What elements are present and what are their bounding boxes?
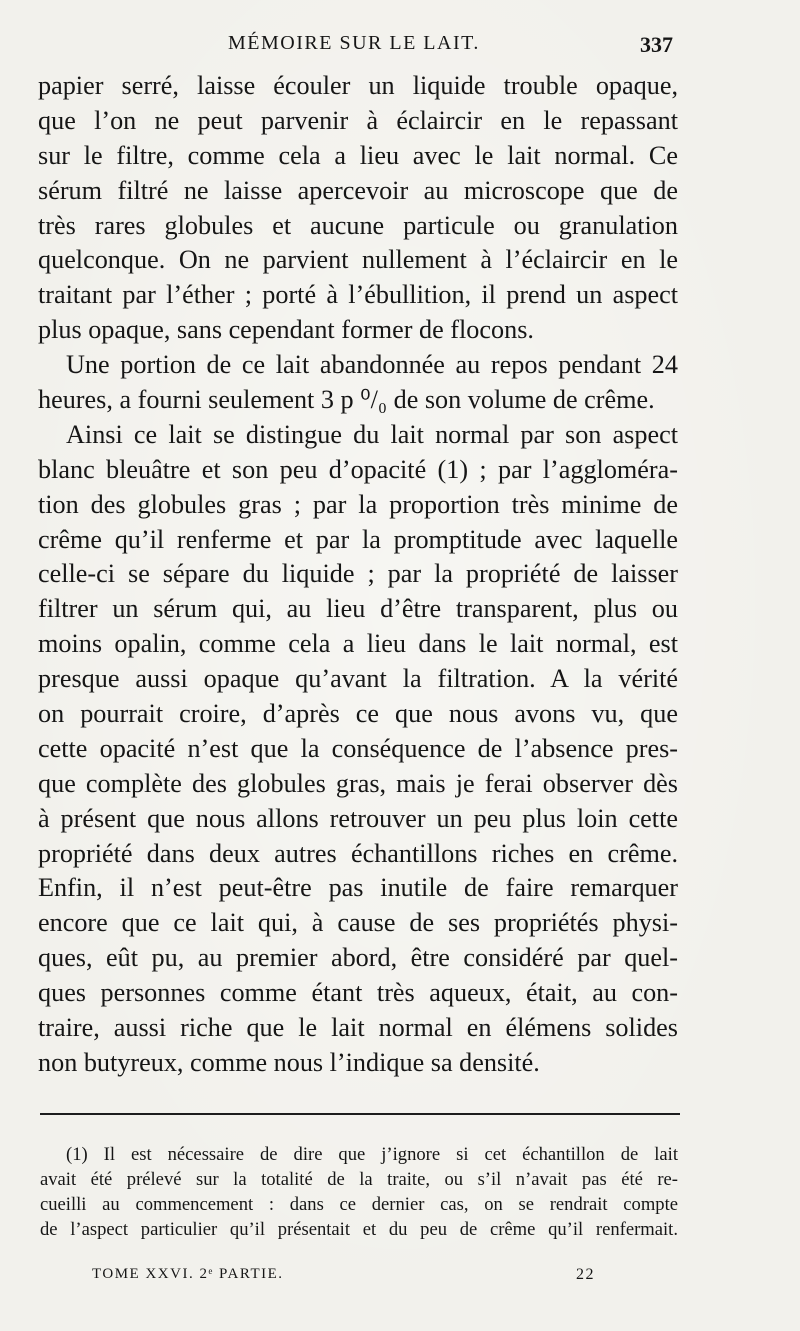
text-line: papier serré, laisse écouler un liquide trouble opaque, [38,71,678,100]
text-line: crême qu’il renferme et par la promptitude avec laquelle [38,524,678,554]
running-header [0,28,800,58]
text-line: filtrer un sérum qui, au lieu d’être transparent, plus ou [38,594,678,624]
text-line: quelconque. On ne parvient nullement à l’éclaircir en le [38,245,678,275]
text-line: très rares globules et aucune particule ou granulation [38,210,678,240]
text-line: Enfin, il n’est peut-être pas inutile de faire remarquer [38,873,678,903]
paragraph-start-line: Ainsi ce lait se distingue du lait normal par son aspect [66,419,678,449]
text-line: cette opacité n’est que la conséquence de l’absence pres- [38,733,678,763]
running-title: MÉMOIRE SUR LE LAIT. [228,32,480,54]
footnote-separator-rule [40,1113,680,1115]
text-line: que l’on ne peut parvenir à éclaircir en le repassant [38,105,678,135]
text-line: ques, eût pu, au premier abord, être considéré par quel- [38,943,678,973]
footnote-line: avait été prélevé sur la totalité de la traite, ou s’il n’avait pas été re- [40,1169,678,1190]
text-line: celle-ci se sépare du liquide ; par la propriété de laisser [38,559,678,589]
footnote-line: cueilli au commencement : dans ce dernier cas, on se rendrait compte [40,1194,678,1215]
text-line: moins opalin, comme cela a lieu dans le lait normal, est [38,629,678,659]
text-line: non butyreux, comme nous l’indique sa densité. [38,1047,540,1077]
text-line: à présent que nous allons retrouver un peu plus loin cette [38,803,678,833]
text-line: sérum filtré ne laisse apercevoir au microscope que de [38,175,678,205]
footnote [40,1142,678,1242]
text-line: encore que ce lait qui, à cause de ses propriétés physi- [38,908,678,938]
text-line: presque aussi opaque qu’avant la filtration. A la vérité [38,664,678,694]
paragraph-start-line: Une portion de ce lait abandonnée au repos pendant 24 [66,350,678,380]
volume-signature: TOME XXVI. 2ᵉ PARTIE. [92,1266,284,1282]
page-footer [0,1266,800,1290]
text-line: on pourrait croire, d’après ce que nous avons vu, que [38,699,678,729]
page-number: 337 [640,32,673,57]
text-line: propriété dans deux autres échantillons riches en crême. [38,838,678,868]
text-line: heures, a fourni seulement 3 p ⁰/₀ de son volume de crême. [38,385,655,415]
text-line: tion des globules gras ; par la proportion très minime de [38,489,678,519]
footnote-line: (1) Il est nécessaire de dire que j’ignore si cet échantillon de lait [66,1144,678,1165]
text-line: plus opaque, sans cependant former de flocons. [38,315,534,345]
sheet-number: 22 [576,1266,595,1283]
footnote-line: de l’aspect particulier qu’il présentait et du peu de crême qu’il renfermait. [40,1219,678,1240]
main-text [38,69,678,1081]
text-line: traitant par l’éther ; porté à l’ébullition, il prend un aspect [38,280,678,310]
text-line: que complète des globules gras, mais je ferai observer dès [38,768,678,798]
text-line: ques personnes comme étant très aqueux, était, au con- [38,978,678,1008]
text-line: sur le filtre, comme cela a lieu avec le lait normal. Ce [38,140,678,170]
text-line: traire, aussi riche que le lait normal en élémens solides [38,1013,678,1043]
text-line: blanc bleuâtre et son peu d’opacité (1) ; par l’aggloméra- [38,454,678,484]
